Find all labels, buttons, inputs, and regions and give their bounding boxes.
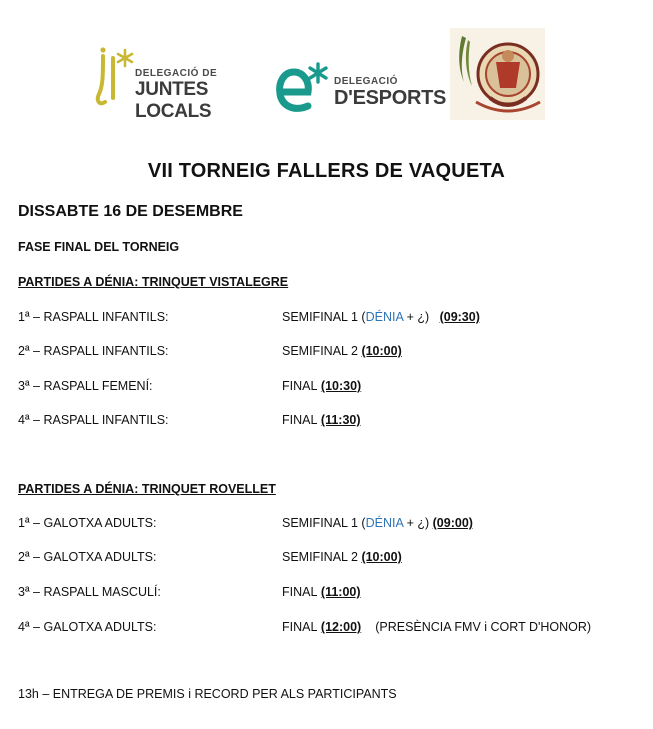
match-detail bbox=[282, 344, 402, 358]
match-row bbox=[18, 379, 648, 397]
phase-heading: FASE FINAL DEL TORNEIG bbox=[18, 240, 180, 254]
junta-central-fallera-seal-icon bbox=[450, 28, 545, 120]
match-note: (PRESÈNCIA FMV i CORT D'HONOR) bbox=[375, 620, 592, 634]
match-time: (11:30) bbox=[320, 413, 361, 427]
match-label: 3ª – RASPALL FEMENÍ: bbox=[18, 379, 153, 393]
match-round: FINAL bbox=[282, 413, 318, 427]
match-row bbox=[18, 620, 648, 638]
match-row bbox=[18, 344, 648, 362]
match-round: FINAL bbox=[282, 585, 318, 599]
match-round: SEMIFINAL 1 ( bbox=[282, 310, 366, 324]
match-label: 4ª – RASPALL INFANTILS: bbox=[18, 413, 169, 427]
match-time: (09:00) bbox=[432, 516, 473, 530]
match-row bbox=[18, 413, 648, 431]
juntes-locals-logo bbox=[95, 44, 255, 122]
esports-line2: D'ESPORTS bbox=[334, 87, 447, 109]
match-row bbox=[18, 585, 648, 603]
venue-heading: PARTIDES A DÉNIA: TRINQUET VISTALEGRE bbox=[18, 275, 289, 289]
jl-star-icon bbox=[95, 44, 135, 110]
match-detail bbox=[282, 516, 473, 530]
match-time: (10:30) bbox=[320, 379, 362, 393]
match-time: (12:00) bbox=[320, 620, 362, 634]
match-team: DÉNIA bbox=[365, 516, 404, 530]
juntes-line2: JUNTES LOCALS bbox=[135, 79, 212, 122]
match-detail bbox=[282, 585, 361, 599]
match-row bbox=[18, 310, 648, 328]
match-after-team: + ¿) bbox=[403, 310, 430, 324]
esports-logo bbox=[274, 60, 447, 120]
match-label: 2ª – RASPALL INFANTILS: bbox=[18, 344, 169, 358]
esports-line1: DELEGACIÓ bbox=[334, 76, 398, 87]
juntes-line1: DELEGACIÓ DE bbox=[135, 68, 218, 79]
match-round: FINAL bbox=[282, 379, 318, 393]
match-row bbox=[18, 550, 648, 568]
match-detail bbox=[282, 620, 591, 634]
match-row bbox=[18, 516, 648, 534]
match-time: (10:00) bbox=[361, 344, 402, 358]
match-label: 2ª – GALOTXA ADULTS: bbox=[18, 550, 157, 564]
match-round: SEMIFINAL 1 ( bbox=[282, 516, 366, 530]
match-time: (09:30) bbox=[439, 310, 480, 324]
match-label: 4ª – GALOTXA ADULTS: bbox=[18, 620, 157, 634]
match-round: SEMIFINAL 2 bbox=[282, 550, 358, 564]
venue-heading: PARTIDES A DÉNIA: TRINQUET ROVELLET bbox=[18, 482, 276, 496]
match-team: DÉNIA bbox=[365, 310, 404, 324]
match-after-team: + ¿) bbox=[403, 516, 430, 530]
match-label: 1ª – RASPALL INFANTILS: bbox=[18, 310, 169, 324]
match-detail bbox=[282, 310, 480, 324]
match-detail bbox=[282, 550, 402, 564]
footer-note: 13h – ENTREGA DE PREMIS i RECORD PER ALS PARTICIPANTS bbox=[18, 687, 397, 701]
match-time: (10:00) bbox=[361, 550, 402, 564]
event-date: DISSABTE 16 DE DESEMBRE bbox=[18, 203, 243, 220]
match-round: SEMIFINAL 2 bbox=[282, 344, 358, 358]
match-label: 3ª – RASPALL MASCULÍ: bbox=[18, 585, 161, 599]
header-logos bbox=[0, 28, 653, 123]
e-star-icon bbox=[274, 60, 330, 116]
page-title: VII TORNEIG FALLERS DE VAQUETA bbox=[147, 160, 506, 182]
match-time: (11:00) bbox=[320, 585, 361, 599]
match-label: 1ª – GALOTXA ADULTS: bbox=[18, 516, 157, 530]
match-detail bbox=[282, 413, 361, 427]
match-round: FINAL bbox=[282, 620, 318, 634]
match-detail bbox=[282, 379, 361, 393]
